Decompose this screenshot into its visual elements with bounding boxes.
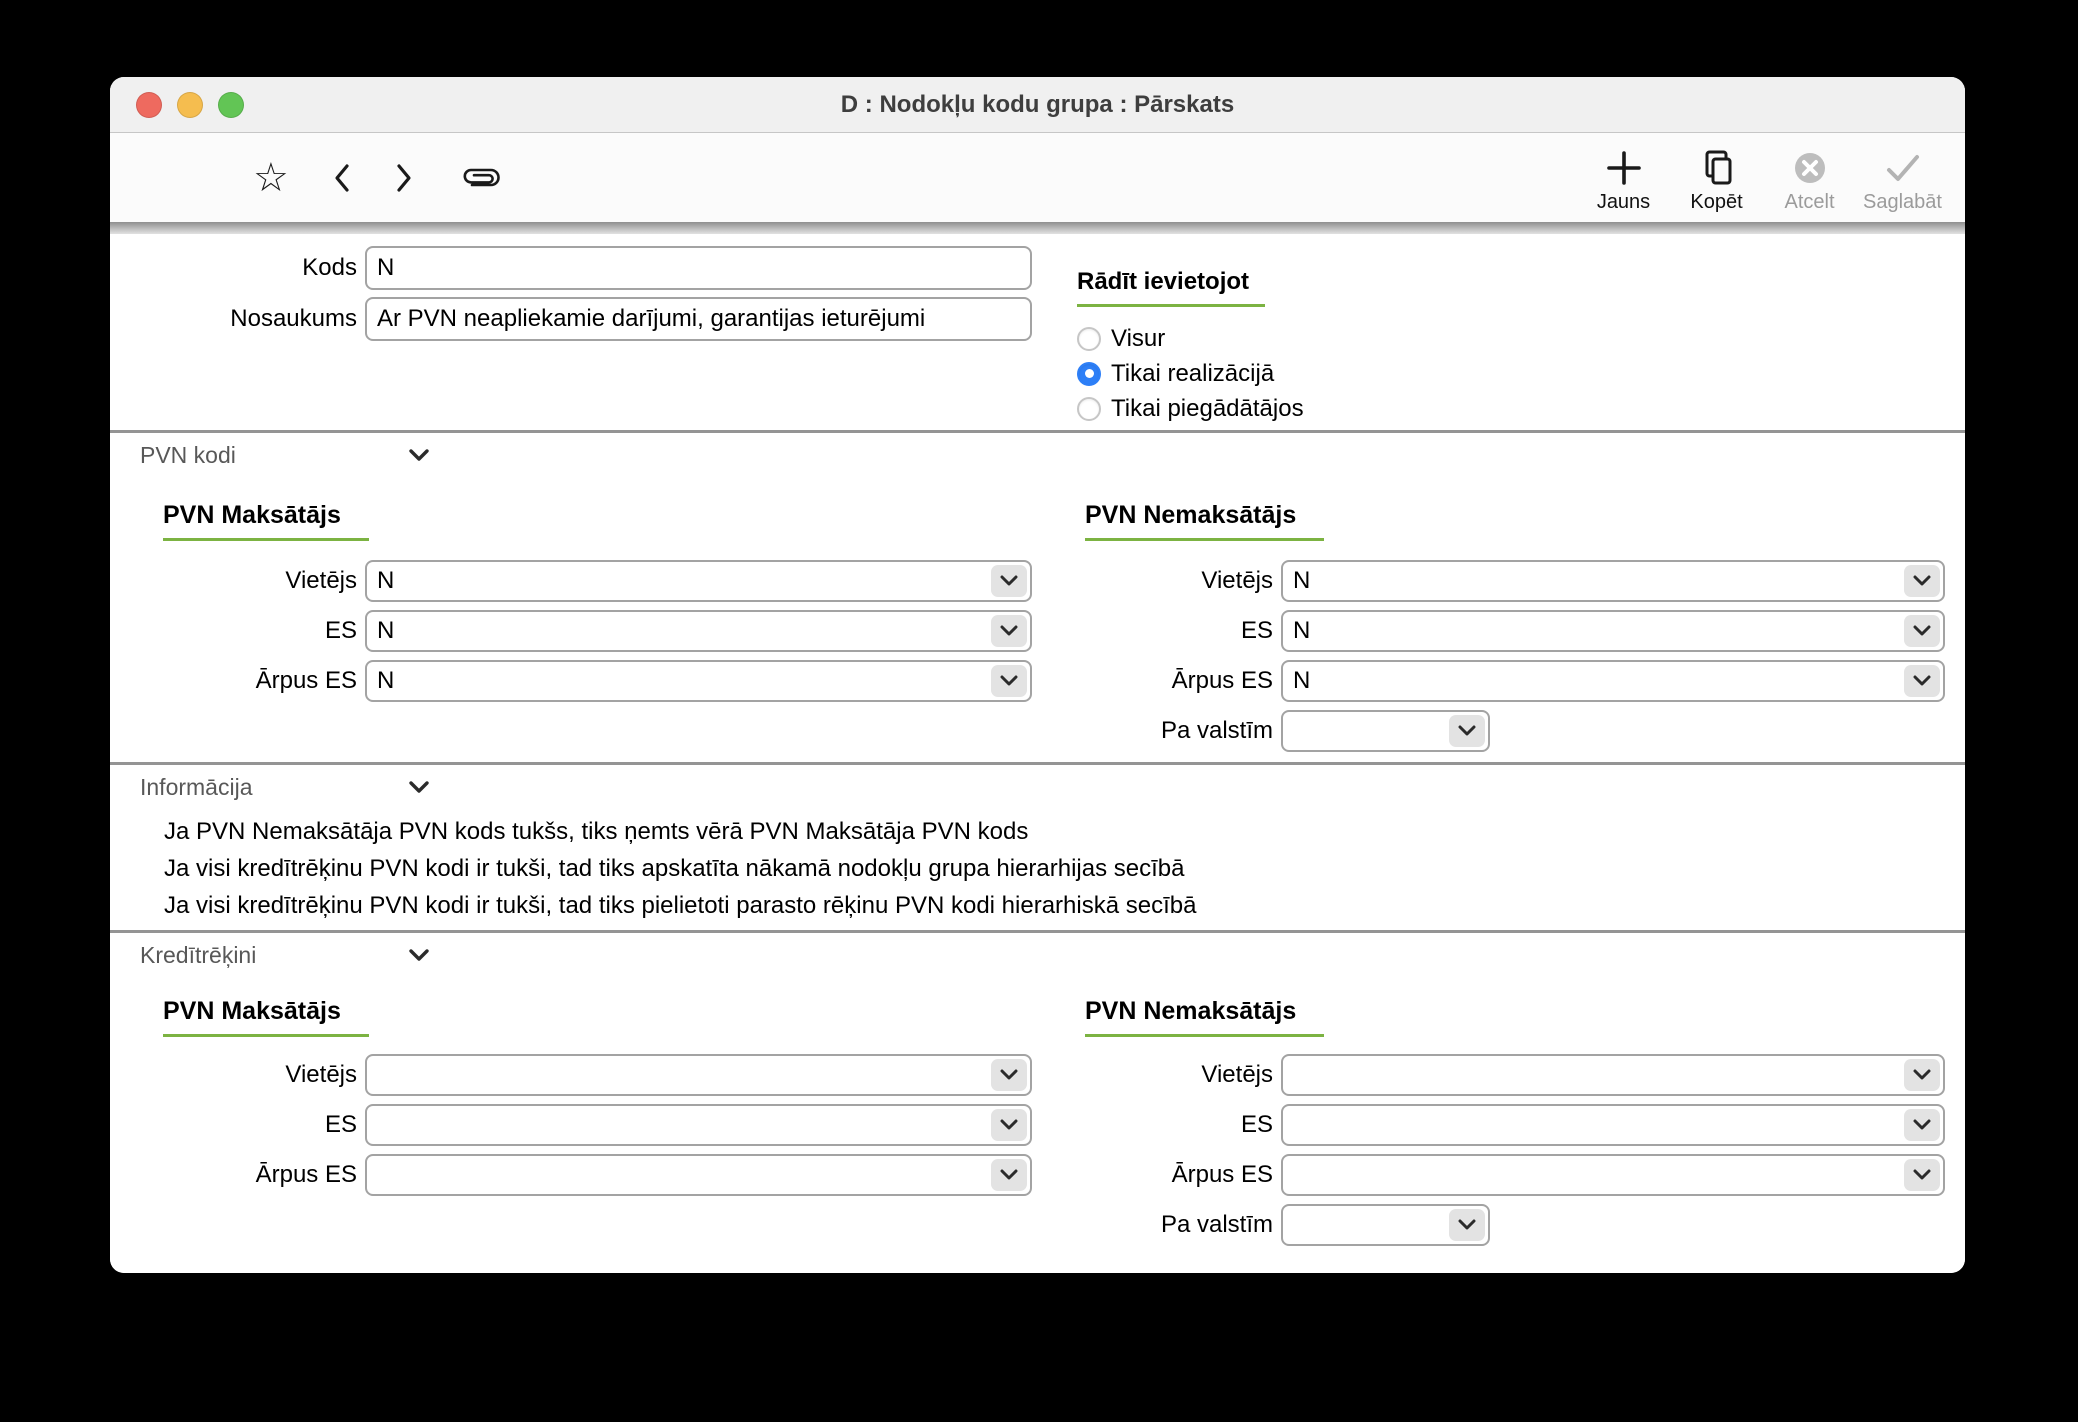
nosaukums-input[interactable] (365, 297, 1032, 341)
chevron-down-icon[interactable] (1904, 1059, 1940, 1091)
kods-row (110, 246, 1032, 290)
nosaukums-label: Nosaukums (230, 305, 357, 332)
es-dropdown[interactable]: N (1281, 610, 1945, 652)
minimize-window-icon[interactable] (177, 92, 203, 118)
es-dropdown[interactable] (365, 1104, 1032, 1146)
pa-valstim-dropdown[interactable] (1281, 1204, 1490, 1246)
toolbar-separator (110, 222, 1965, 234)
chevron-down-icon[interactable] (991, 1159, 1027, 1191)
toolbar (110, 133, 1965, 222)
section-title: Kredītrēķini (140, 941, 257, 968)
info-line: Ja visi kredītrēķinu PVN kodi ir tukši, tad tiks pielietoti parasto rēķinu PVN kodi hierarhiskā secībā (164, 892, 1197, 919)
pvn-maksatajs-heading: PVN Maksātājs (163, 501, 369, 541)
dropdown-row: Pa valstīm (1040, 710, 1490, 752)
dropdown-row: ES (1040, 1104, 1945, 1146)
chevron-down-icon[interactable] (1904, 615, 1940, 647)
radio-option-tikai-piegadatajos[interactable]: Tikai piegādātājos (1077, 391, 1304, 426)
new-button[interactable] (1577, 148, 1670, 214)
arpus-es-dropdown[interactable]: N (1281, 660, 1945, 702)
arpus-es-dropdown[interactable] (365, 1154, 1032, 1196)
vietejs-dropdown[interactable] (365, 1054, 1032, 1096)
title-bar[interactable] (110, 77, 1965, 133)
pvn-maksatajs-heading: PVN Maksātājs (163, 997, 369, 1037)
close-window-icon[interactable] (136, 92, 162, 118)
pvn-nemaksatajs-heading: PVN Nemaksātājs (1085, 501, 1324, 541)
kods-label: Kods (302, 254, 357, 281)
chevron-down-icon[interactable] (1904, 665, 1940, 697)
radit-ievietojot-options (1077, 321, 1304, 426)
pvn-kodi-body (110, 477, 1965, 762)
pa-valstim-dropdown[interactable] (1281, 710, 1490, 752)
dropdown-row: ES (110, 1104, 1032, 1146)
header-fields (110, 234, 1965, 430)
dropdown-row: Pa valstīm (1040, 1204, 1490, 1246)
chevron-down-icon[interactable] (407, 448, 431, 467)
chevron-down-icon[interactable] (1904, 1159, 1940, 1191)
radit-ievietojot-group (1077, 268, 1304, 426)
dropdown-row: Ārpus ES N (1040, 660, 1945, 702)
dropdown-row: Vietējs N (110, 560, 1032, 602)
section-title: Informācija (140, 773, 253, 800)
app-window (110, 77, 1965, 1273)
cancel-button-label: Atcelt (1784, 191, 1835, 213)
star-icon[interactable]: ☆ (253, 155, 289, 200)
attachment-icon[interactable] (457, 164, 505, 192)
info-line: Ja visi kredītrēķinu PVN kodi ir tukši, tad tiks apskatīta nākamā nodokļu grupa hierarhijas secībā (164, 855, 1185, 882)
section-header-kreditrekini (110, 933, 1965, 977)
vietejs-dropdown[interactable]: N (1281, 560, 1945, 602)
chevron-down-icon[interactable] (991, 1059, 1027, 1091)
dropdown-row: Ārpus ES (1040, 1154, 1945, 1196)
chevron-down-icon[interactable] (1449, 715, 1485, 747)
dropdown-row: Vietējs (110, 1054, 1032, 1096)
dropdown-row: ES N (1040, 610, 1945, 652)
toolbar-actions (1577, 133, 1949, 222)
radio-selected-icon[interactable] (1077, 362, 1101, 386)
toolbar-nav-icons (253, 133, 505, 222)
forward-icon[interactable] (395, 162, 413, 194)
back-icon[interactable] (333, 162, 351, 194)
info-line: Ja PVN Nemaksātāja PVN kods tukšs, tiks ņemts vērā PVN Maksātāja PVN kods (164, 818, 1029, 845)
chevron-down-icon[interactable] (1904, 565, 1940, 597)
es-dropdown[interactable]: N (365, 610, 1032, 652)
section-title: PVN kodi (140, 441, 236, 468)
copy-button[interactable] (1670, 148, 1763, 214)
dropdown-row: ES N (110, 610, 1032, 652)
dropdown-row: Ārpus ES (110, 1154, 1032, 1196)
chevron-down-icon[interactable] (407, 948, 431, 967)
chevron-down-icon[interactable] (1904, 1109, 1940, 1141)
chevron-down-icon[interactable] (991, 665, 1027, 697)
section-header-informacija (110, 765, 1965, 809)
chevron-down-icon[interactable] (1449, 1209, 1485, 1241)
dropdown-row: Ārpus ES N (110, 660, 1032, 702)
es-dropdown[interactable] (1281, 1104, 1945, 1146)
check-icon (1884, 148, 1922, 188)
arpus-es-dropdown[interactable]: N (365, 660, 1032, 702)
window-title: D : Nodokļu kodu grupa : Pārskats (840, 90, 1235, 118)
section-header-pvn-kodi (110, 433, 1965, 477)
chevron-down-icon[interactable] (991, 1109, 1027, 1141)
radit-ievietojot-heading: Rādīt ievietojot (1077, 268, 1304, 307)
zoom-window-icon[interactable] (218, 92, 244, 118)
form-content (110, 234, 1965, 1273)
save-button-label: Saglabāt (1863, 191, 1942, 213)
traffic-lights (136, 77, 244, 132)
kods-input[interactable] (365, 246, 1032, 290)
radio-unselected-icon[interactable] (1077, 397, 1101, 421)
plus-icon (1605, 148, 1643, 188)
save-button[interactable] (1856, 148, 1949, 214)
radio-option-visur[interactable]: Visur (1077, 321, 1304, 356)
radio-option-tikai-realizacija[interactable]: Tikai realizācijā (1077, 356, 1304, 391)
pvn-nemaksatajs-heading: PVN Nemaksātājs (1085, 997, 1324, 1037)
radio-unselected-icon[interactable] (1077, 327, 1101, 351)
vietejs-dropdown[interactable]: N (365, 560, 1032, 602)
informacija-body (110, 809, 1965, 930)
cancel-icon (1793, 148, 1827, 188)
chevron-down-icon[interactable] (991, 565, 1027, 597)
copy-icon (1697, 148, 1737, 188)
dropdown-row: Vietējs (1040, 1054, 1945, 1096)
arpus-es-dropdown[interactable] (1281, 1154, 1945, 1196)
cancel-button[interactable] (1763, 148, 1856, 214)
chevron-down-icon[interactable] (407, 780, 431, 799)
dropdown-row: Vietējs N (1040, 560, 1945, 602)
vietejs-dropdown[interactable] (1281, 1054, 1945, 1096)
kreditrekini-body (110, 977, 1965, 1273)
new-button-label: Jauns (1596, 191, 1651, 213)
nosaukums-row (110, 297, 1032, 341)
copy-button-label: Kopēt (1690, 191, 1743, 213)
chevron-down-icon[interactable] (991, 615, 1027, 647)
